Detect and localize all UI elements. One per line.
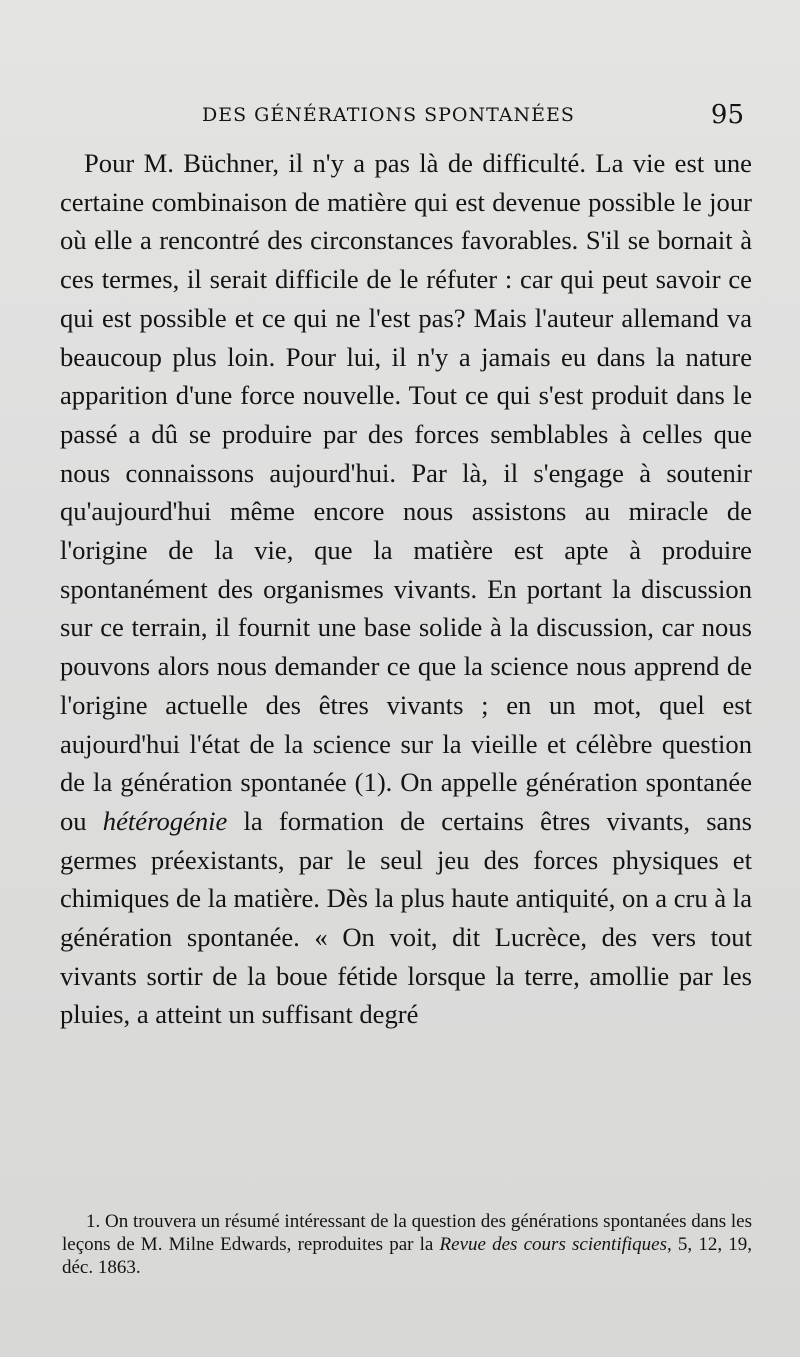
italic-term: hétérogénie — [102, 805, 228, 836]
running-title: DES GÉNÉRATIONS SPONTANÉES — [202, 104, 575, 126]
body-paragraph — [60, 144, 752, 1034]
footnote-text-part-1: 1. On trouvera un résumé intéressant de la question des générations spontanées dans les leçons de M. Milne Edwards, reproduites par la — [62, 1211, 752, 1255]
body-text-part-1: Pour M. Büchner, il n'y a pas là de difficulté. La vie est une certaine combinaison de matière qui est devenue possible le jour où elle a rencontré des circonstances favorables. S'il se bornait à ces termes, il serait difficile de le réfuter : car qui peut savoir ce qui est possible et ce qui ne l'est pas? Mais l'auteur allemand va beaucoup plus loin. Pour lui, il n'y a jamais eu dans la nature apparition d'une force nouvelle. Tout ce qui s'est produit dans le passé a dû se produire par des forces semblables à celles que nous connaissons aujourd'hui. Par là, il s'engage à soutenir qu'aujourd'hui même encore nous assistons au miracle de l'origine de la vie, que la matière est apte à produire spontanément des organismes vivants. En portant la discussion sur ce terrain, il fournit une base solide à la discussion, car nous pouvons alors nous demander ce que la science nous apprend de l'origine actuelle des êtres vivants ; en un mot, quel est aujourd'hui l'état de la science sur la vieille et célèbre question de la génération spontanée (1). On appelle génération spontanée ou — [60, 148, 752, 836]
body-text-part-2: la formation de certains êtres vivants, sans germes préexistants, par le seul jeu des forces physiques et chimiques de la matière. Dès la plus haute antiquité, on a cru à la génération spontanée. « On voit, dit Lucrèce, des vers tout vivants sortir de la boue fétide lorsque la terre, amollie par les pluies, a atteint un suffisant degré — [60, 805, 753, 1030]
page-header — [60, 100, 750, 136]
page-number: 95 — [710, 100, 744, 130]
footnote-journal-title: Revue des cours scientifiques — [439, 1234, 667, 1255]
footnote — [62, 1210, 752, 1279]
footnote-text-part-2: , 5, 12, 19, déc. 1863. — [62, 1234, 753, 1278]
